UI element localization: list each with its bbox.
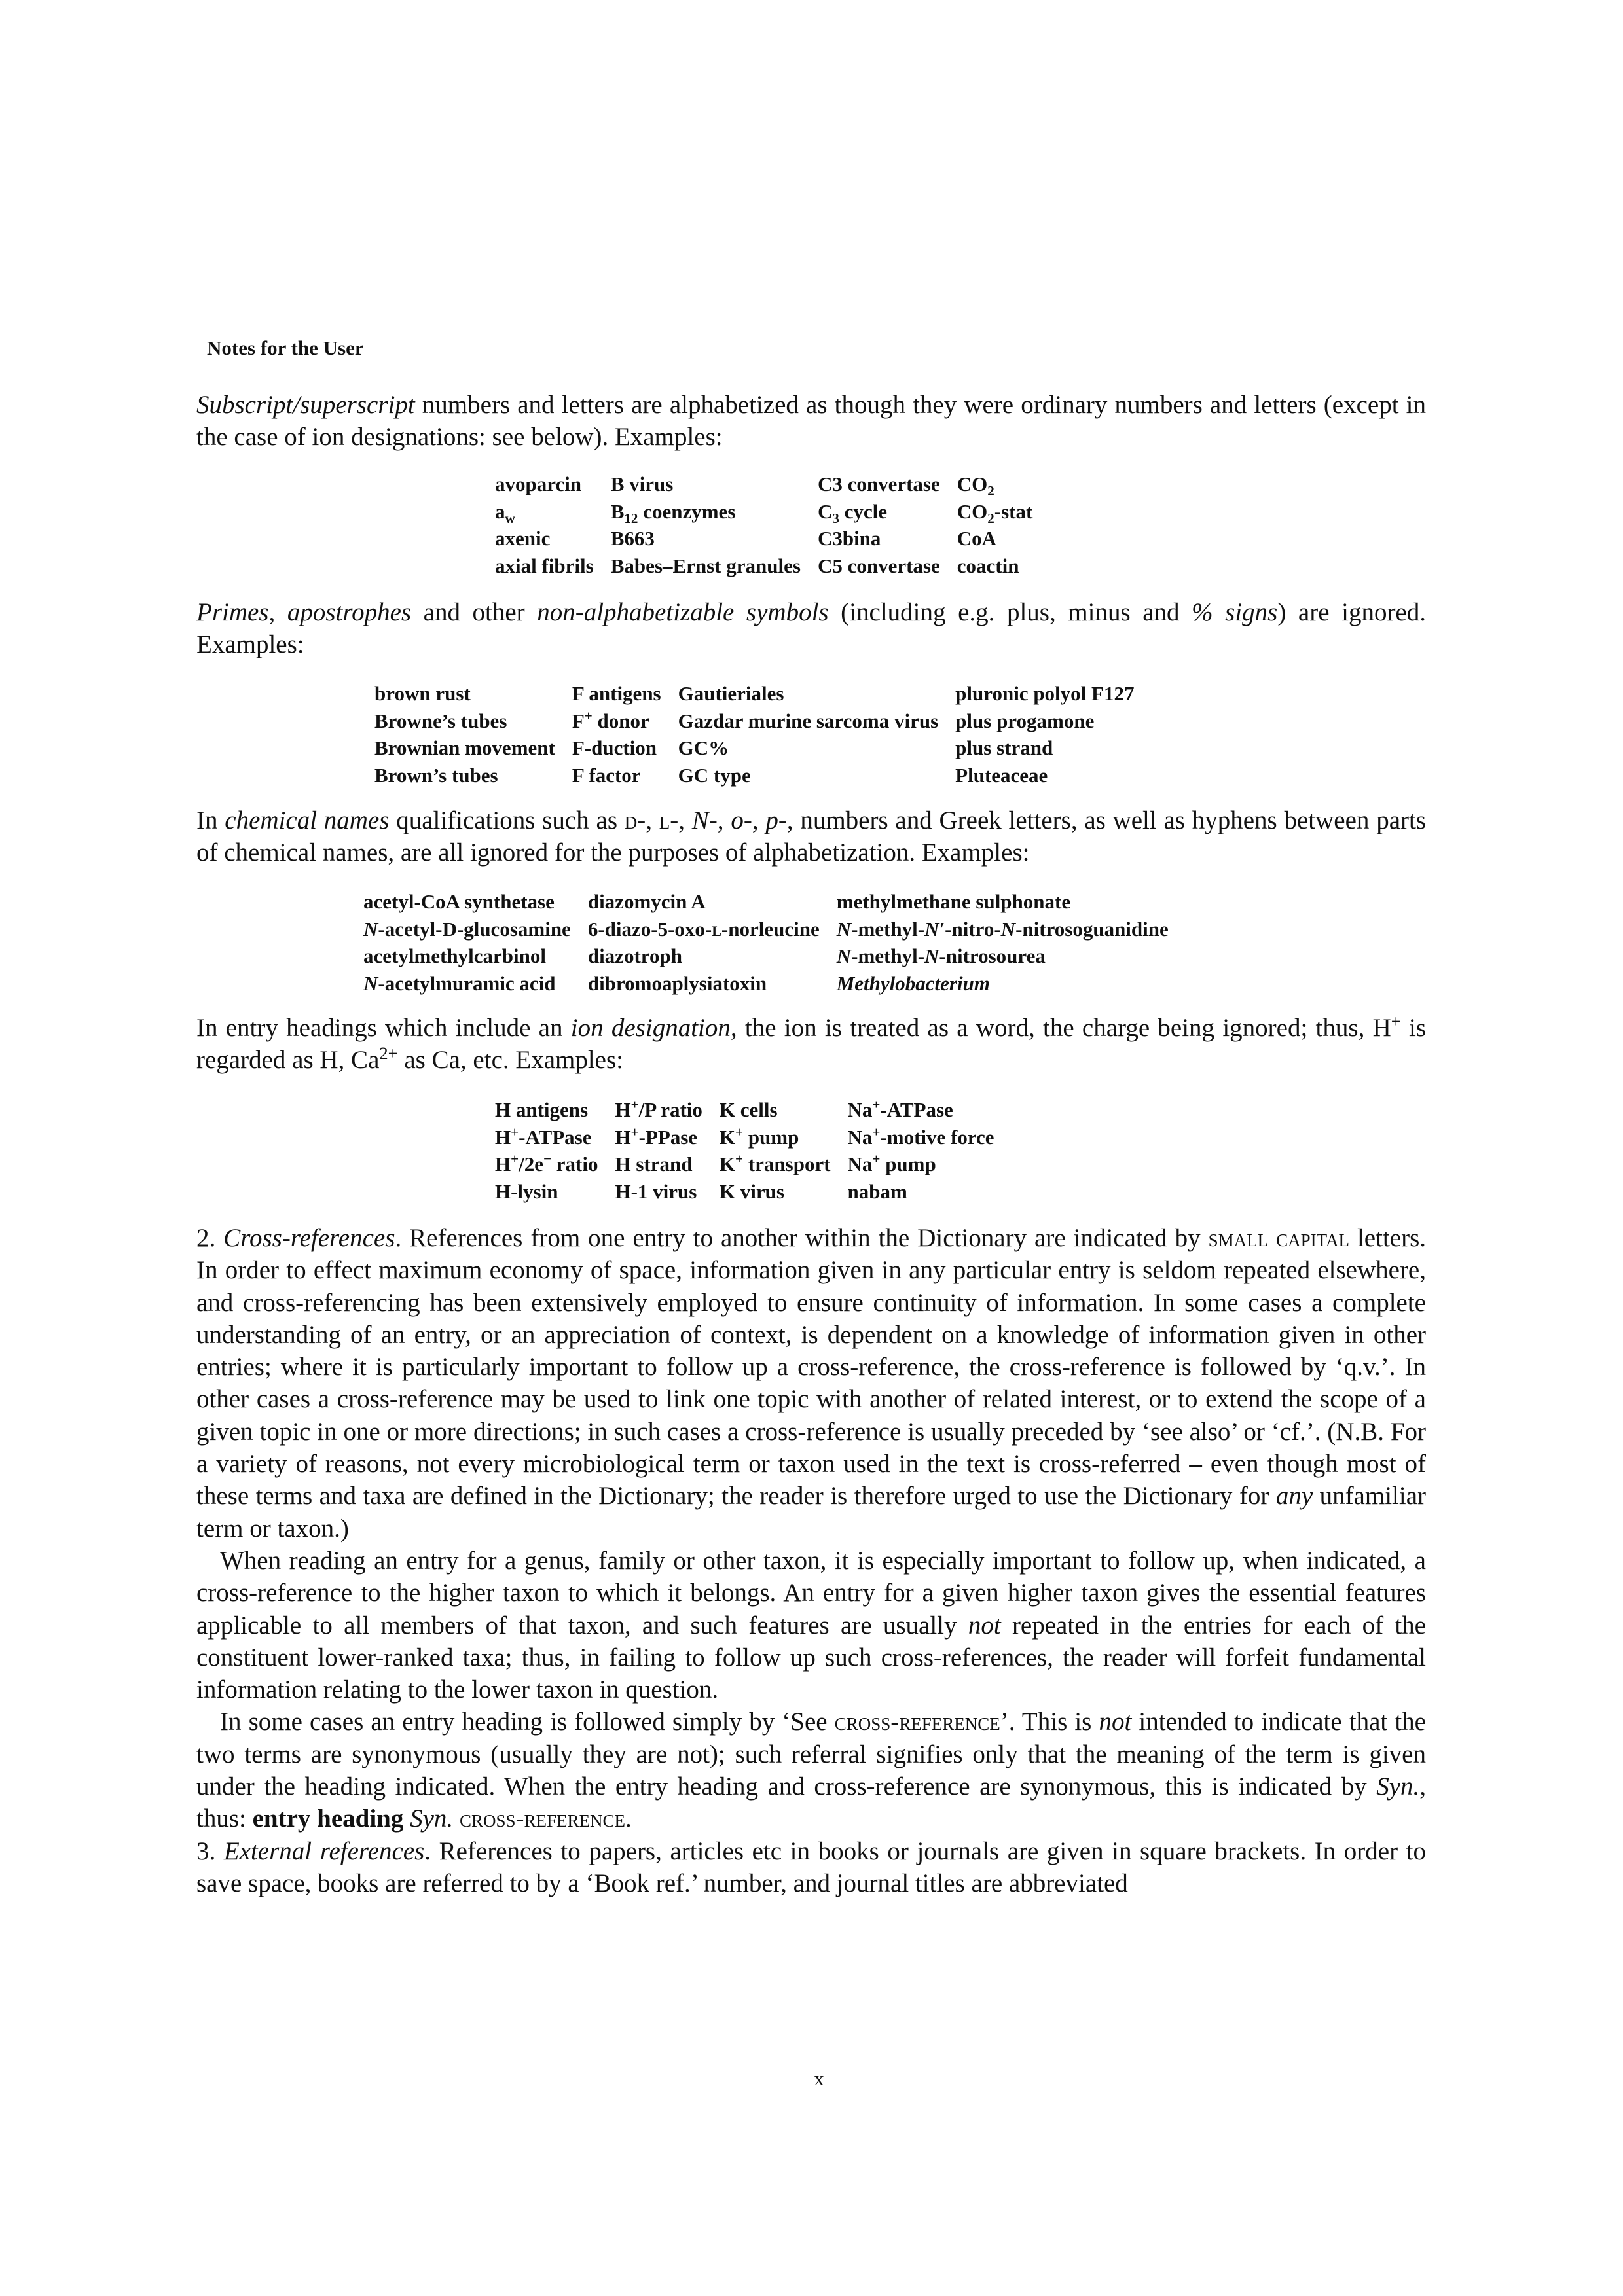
table-cell: $a_w$ xyxy=(495,499,515,526)
para-cross-references-1: 2. Cross-references. References from one entry to another within the Dictionary are indicated by small capital letters. In order to effect maximum economy of space, information given in any particular entry is seldom repeated elsewhere, and cross-referencing has been extensively employed to ensure continuity of information. In some cases a complete understanding of an entry, or an appreciation of context, is dependent on a knowledge of information given in other entries; where it is particularly important to follow up a cross-reference, the cross-reference is followed by ‘q.v.’. In other cases a cross-reference may be used to link one topic with another of related interest, or to extend the scope of a given topic in one or more directions; in such cases a cross-reference is usually preceded by ‘see also’ or ‘cf.’. (N.B. For a variety of reasons, not every microbiological term or taxon used in the text is cross-referred – even though most of these terms and taxa are defined in the Dictionary; the reader is therefore urged to use the Dictionary for any unfamiliar term or taxon.) xyxy=(196,1224,1427,1543)
table-row xyxy=(363,970,1169,997)
table-cell: K cells xyxy=(719,1098,778,1121)
table-cell: dibromoaplysiatoxin xyxy=(587,971,767,995)
table-cell: F factor xyxy=(572,763,641,787)
examples-table-primes xyxy=(374,680,1134,789)
table-cell: nabam xyxy=(847,1179,907,1203)
para-text: numbers and letters are alphabetized as though they were ordinary numbers and letters (except in the case of ion designations: see below). Examples: xyxy=(196,391,1426,452)
table-cell: $C_3$ cycle xyxy=(817,499,888,526)
table-cell: F-duction xyxy=(572,736,657,759)
table-cell: C5 convertase xyxy=(817,554,940,577)
table-cell: Brown’s tubes xyxy=(374,763,498,787)
table-row xyxy=(374,734,1134,762)
table-row xyxy=(495,1178,994,1206)
examples-table-ions xyxy=(495,1096,994,1205)
table-cell: H-lysin xyxy=(495,1179,558,1203)
table-row xyxy=(495,1151,994,1178)
table-cell: N-methyl-N′-nitro-N-nitrosoguanidine xyxy=(836,917,1169,941)
table-row xyxy=(495,498,1032,526)
table-row xyxy=(363,942,1169,970)
examples-table-chemical xyxy=(363,888,1169,997)
table-cell: plus strand xyxy=(955,736,1053,759)
table-cell: B virus xyxy=(610,473,674,495)
table-cell: diazomycin A xyxy=(587,890,706,913)
table-cell: Babes–Ernst granules xyxy=(610,554,801,577)
table-cell: Na+-motive force xyxy=(847,1124,994,1149)
table-cell: K virus xyxy=(719,1179,784,1203)
table-cell: Browne’s tubes xyxy=(374,709,507,732)
table-cell: $B_{12}$ coenzymes xyxy=(610,499,736,526)
table-cell: pluronic polyol F127 xyxy=(955,682,1135,705)
table-cell: F antigens xyxy=(572,682,661,705)
table-cell: 6-diazo-5-oxo-l-norleucine xyxy=(587,917,820,941)
para-external-references: 3. External references. References to papers, articles etc in books or journals are given in square brackets. In order to save space, books are referred to by a ‘Book ref.’ number, and journal titles are abbreviated xyxy=(196,1837,1426,1897)
para-primes: Primes, apostrophes and other non-alphabetizable symbols (including e.g. plus, minus and % signs) are ignored. Examples: xyxy=(196,598,1426,659)
table-cell: H+/P ratio xyxy=(615,1096,702,1121)
table-cell: H+/2e− ratio xyxy=(495,1151,598,1175)
table-cell: H+-PPase xyxy=(615,1124,698,1149)
table-cell: Gazdar murine sarcoma virus xyxy=(678,709,939,732)
table-row xyxy=(374,708,1134,735)
table-row xyxy=(495,552,1032,580)
table-cell: Brownian movement xyxy=(374,736,555,759)
table-row xyxy=(495,471,1032,498)
para-cross-references-3: In some cases an entry heading is followed simply by ‘See cross-reference’. This is not intended to indicate that the two terms are synonymous (usually they are not); such referral signifies only that the meaning of the term is given under the heading indicated. When the entry heading and cross-reference are synonymous, this is indicated by Syn., thus: entry heading Syn. cross-reference. xyxy=(196,1708,1426,1833)
table-cell: Gautieriales xyxy=(678,682,784,705)
table-row xyxy=(495,1124,994,1151)
table-cell: H strand xyxy=(615,1153,693,1175)
table-cell: GC type xyxy=(678,763,751,787)
table-cell: N-acetyl-D-glucosamine xyxy=(363,917,571,941)
table-cell: avoparcin xyxy=(495,473,582,495)
term-subscript-superscript: Subscript/superscript xyxy=(196,391,415,419)
table-cell: CoA xyxy=(957,527,997,550)
page-number: x xyxy=(814,2067,824,2090)
section-cross-references xyxy=(196,1222,1426,1899)
table-cell: brown rust xyxy=(374,682,471,705)
table-cell: acetyl-CoA synthetase xyxy=(363,890,555,913)
table-cell: H-1 virus xyxy=(615,1179,697,1203)
table-cell: N-methyl-N-nitrosourea xyxy=(836,944,1046,967)
table-cell: GC% xyxy=(678,736,729,759)
table-cell: H antigens xyxy=(495,1098,589,1121)
table-cell: axenic xyxy=(495,527,551,550)
table-cell: K+ transport xyxy=(719,1151,831,1175)
table-cell: plus progamone xyxy=(955,709,1095,732)
table-cell: Na+-ATPase xyxy=(847,1096,953,1121)
table-row xyxy=(374,680,1134,708)
table-cell: Methylobacterium xyxy=(836,971,990,995)
table-cell: methylmethane sulphonate xyxy=(836,890,1071,913)
table-cell: C3 convertase xyxy=(817,473,940,495)
table-row xyxy=(495,1096,994,1124)
table-cell: acetylmethylcarbinol xyxy=(363,944,546,967)
table-row xyxy=(374,762,1134,789)
table-row xyxy=(363,916,1169,943)
table-cell: N-acetylmuramic acid xyxy=(363,971,556,995)
para-subscript-superscript xyxy=(196,389,1426,454)
table-cell: diazotroph xyxy=(587,944,682,967)
table-cell: F+ donor xyxy=(572,708,649,732)
table-cell: coactin xyxy=(957,554,1019,577)
table-cell: $CO_2$ xyxy=(957,473,994,499)
table-row xyxy=(363,888,1169,916)
table-cell: axial fibrils xyxy=(495,554,594,577)
table-cell: K+ pump xyxy=(719,1124,799,1149)
para-chemical-names: In chemical names qualifications such as d-, l-, N-, o-, p-, numbers and Greek letters, as well as hyphens between parts of chemical names, are all ignored for the purposes of alphabetization. Examples: xyxy=(196,806,1427,867)
table-cell: Na+ pump xyxy=(847,1151,936,1175)
para-ion-designation: In entry headings which include an ion designation, the ion is treated as a word, the charge being ignored; thus, H+ is regarded as H, $Ca^{2+}$ as Ca, etc. Examples: xyxy=(196,1011,1426,1075)
table-cell: B663 xyxy=(610,527,655,550)
examples-table-subscript xyxy=(495,471,1032,579)
table-cell: Pluteaceae xyxy=(955,763,1048,787)
table-cell: H+-ATPase xyxy=(495,1124,592,1149)
table-row xyxy=(495,525,1032,552)
table-cell: $CO_2$-stat xyxy=(957,499,1033,526)
running-header: Notes for the User xyxy=(207,336,364,359)
para-cross-references-2: When reading an entry for a genus, family or other taxon, it is especially important to follow up, when indicated, a cross-reference to the higher taxon to which it belongs. An entry for a given higher taxon gives the essential features applicable to all members of that taxon, and such features are usually not repeated in the entries for each of the constituent lower-ranked taxa; thus, in failing to follow up such cross-references, the reader will forfeit fundamental information relating to the lower taxon in question. xyxy=(196,1546,1426,1704)
table-cell: C3bina xyxy=(817,527,881,550)
